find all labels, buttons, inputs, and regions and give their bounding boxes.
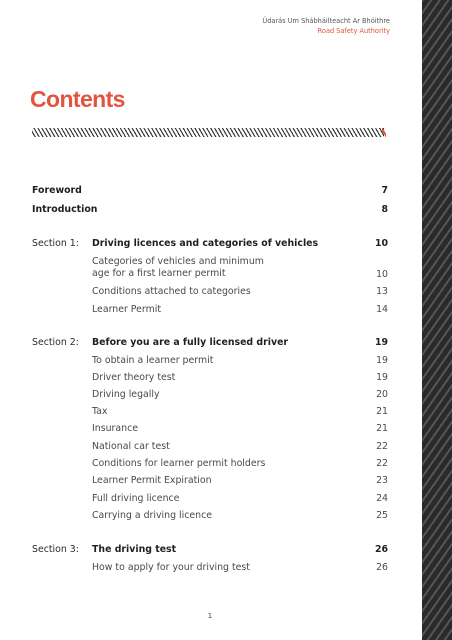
toc-item-page: 22 [376,458,388,469]
toc-item-page: 20 [376,389,388,400]
decorative-stripe-band [422,0,452,640]
document-header [262,16,390,36]
toc-item-title: Learner Permit Expiration [92,475,212,486]
section-title: The driving test [92,544,177,555]
section-number: Section 2: [32,337,79,348]
toc-entry-page: 7 [381,185,388,196]
toc-entry-foreword[interactable] [32,184,388,198]
toc-item-title: Driver theory test [92,372,176,383]
toc-entry-label: Foreword [32,185,82,196]
toc-section-1[interactable] [32,237,388,251]
toc-item-title: Learner Permit [92,304,161,315]
toc-item[interactable] [32,256,388,282]
page-title: Contents [30,86,125,112]
toc-item-page: 22 [376,441,388,452]
section-page: 10 [374,238,388,249]
toc-item-title: Conditions attached to categories [92,286,251,297]
toc-item-page: 24 [376,493,388,504]
toc-item[interactable] [32,422,388,436]
toc-item[interactable] [32,285,388,299]
toc-item-page: 19 [376,355,388,366]
section-page: 26 [374,544,388,555]
hatched-divider [32,128,384,137]
toc-item-title: To obtain a learner permit [92,355,214,366]
org-name-irish: Údarás Um Shábháilteacht Ar Bhóithre [262,17,390,25]
toc-item-page: 14 [376,304,388,315]
toc-item-title: How to apply for your driving test [92,562,250,573]
toc-item-title: National car test [92,441,170,452]
toc-item-page: 19 [376,372,388,383]
toc-item[interactable] [32,303,388,317]
section-page: 19 [374,337,388,348]
toc-item[interactable] [32,440,388,454]
toc-item-page: 25 [376,510,388,521]
toc-item-title: Full driving licence [92,493,180,504]
section-title: Before you are a fully licensed driver [92,337,289,348]
toc-item[interactable] [32,388,388,402]
toc-item-title: Tax [92,406,108,417]
toc-item-page: 26 [376,562,388,573]
toc-item[interactable] [32,561,388,575]
toc-item-page: 10 [376,269,388,280]
toc-item[interactable] [32,509,388,523]
toc-item[interactable] [32,457,388,471]
toc-item-page: 13 [376,286,388,297]
toc-section-3[interactable] [32,543,388,557]
toc-item[interactable] [32,371,388,385]
toc-entry-label: Introduction [32,204,98,215]
toc-item[interactable] [32,474,388,488]
toc-item-title: Categories of vehicles and minimum age for a first learner permit [92,256,264,279]
toc-item[interactable] [32,405,388,419]
toc-item-page: 21 [376,406,388,417]
toc-item-title: Carrying a driving licence [92,510,213,521]
section-number: Section 1: [32,238,79,249]
section-title: Driving licences and categories of vehicles [92,238,319,249]
org-name-english: Road Safety Authority [317,27,390,35]
toc-item-title: Driving legally [92,389,160,400]
toc-item-page: 23 [376,475,388,486]
toc-item-page: 21 [376,423,388,434]
toc-item-title: Insurance [92,423,138,434]
toc-item[interactable] [32,492,388,506]
toc-section-2[interactable] [32,336,388,350]
page-number: 1 [207,612,213,620]
hatched-divider-accent [382,128,386,137]
toc-entry-page: 8 [381,204,388,215]
toc-entry-introduction[interactable] [32,203,388,217]
section-number: Section 3: [32,544,79,555]
toc-item-title: Conditions for learner permit holders [92,458,266,469]
toc-item[interactable] [32,354,388,368]
